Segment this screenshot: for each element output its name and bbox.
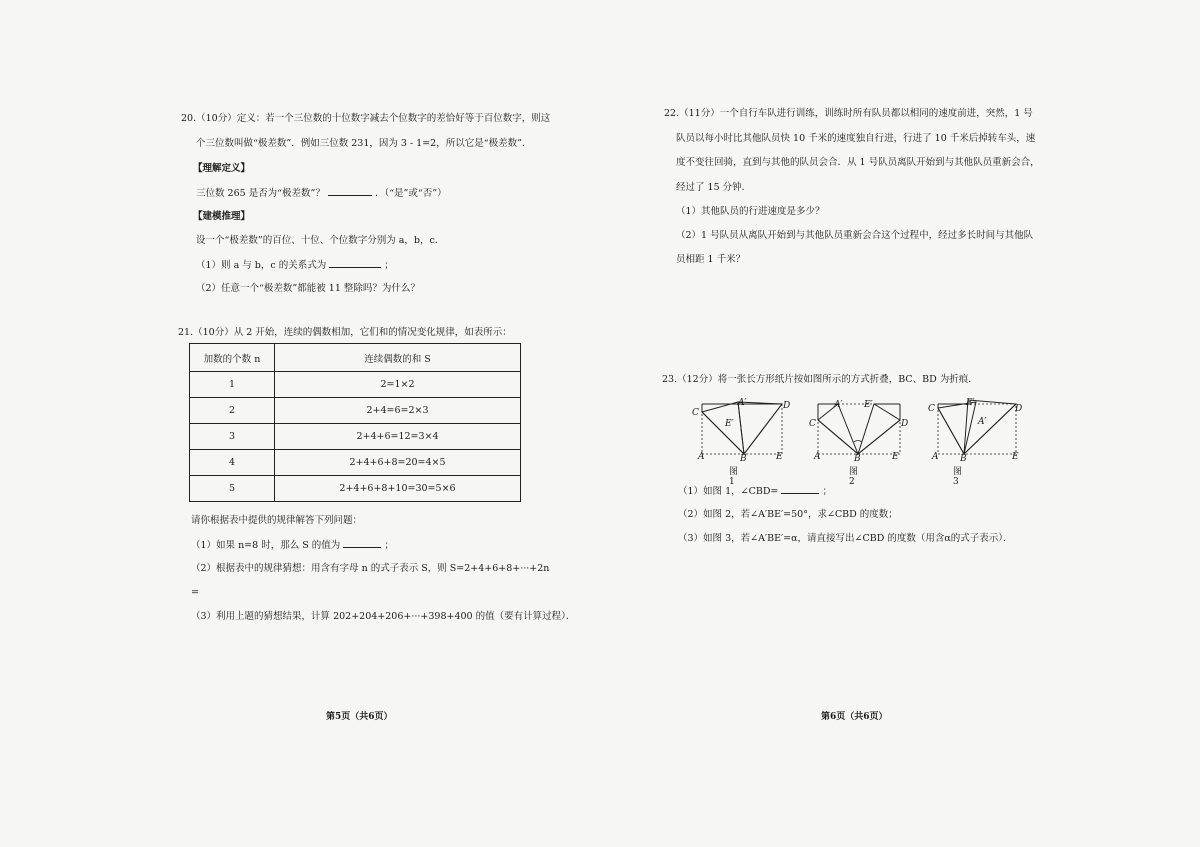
table-cell-s: 2=1×2: [275, 372, 521, 398]
q21-instruction: 请你根据表中提供的规律解答下列问题：: [191, 515, 363, 526]
table-cell-s: 2+4+6+8+10=30=5×6: [275, 476, 521, 502]
table-cell-s: 2+4=6=2×3: [275, 398, 521, 424]
table-row: [190, 476, 521, 502]
figure-2-diagram: [808, 392, 904, 462]
q20-section-model: 【建模推理】: [193, 211, 251, 222]
q20-line1: 20.（10分）定义：若一个三位数的十位数字减去个位数字的差恰好等于百位数字，则这: [181, 113, 551, 124]
q20-setup: 设一个“极差数”的百位、十位、个位数字分别为 a，b，c．: [196, 235, 445, 246]
fig2-caption: 图2: [849, 467, 859, 487]
fig2-label-a-prime: A′: [834, 400, 843, 410]
q21-sub2-line2: =: [191, 587, 199, 598]
q23-sub1: [678, 484, 832, 498]
table-cell-n: 1: [190, 372, 275, 398]
q21-sub1-end: ；: [384, 540, 394, 551]
fig1-label-b: B: [740, 454, 747, 464]
q20-sub1-end: ；: [384, 260, 394, 271]
q22-sub1: （1）其他队员的行进速度是多少？: [676, 206, 825, 217]
table-row: [190, 398, 521, 424]
table-header-row: [190, 344, 521, 372]
fig1-caption: 图1: [729, 467, 739, 487]
q21-sub2-line1: （2）根据表中的规律猜想：用含有字母 n 的式子表示 S，则 S=2+4+6+8+···+2n: [191, 563, 550, 574]
table-cell-n: 5: [190, 476, 275, 502]
fig2-label-c: C: [809, 419, 816, 429]
q20-sub1-text: （1）则 a 与 b，c 的关系式为: [196, 260, 327, 271]
fig3-label-a-prime: A′: [978, 417, 987, 427]
q22-line1: 22.（11分）一个自行车队进行训练，训练时所有队员都以相同的速度前进，突然，1 号: [664, 108, 1033, 119]
q22-sub2-line2: 员相距 1 千米？: [676, 254, 746, 265]
table-cell-s: 2+4+6+8=20=4×5: [275, 450, 521, 476]
q20-ask1-answer-blank[interactable]: [328, 186, 372, 196]
q23-sub3: （3）如图 3，若∠A′BE′=α，请直接写出∠CBD 的度数（用含α的式子表示）．: [678, 533, 1013, 544]
q20-sub1-answer-blank[interactable]: [329, 258, 381, 268]
q22-line4: 经过了 15 分钟．: [676, 182, 752, 193]
q20-line2: 个三位数叫做“极差数”．例如三位数 231，因为 3 - 1=2，所以它是“极差数”．: [196, 138, 532, 149]
q21-sub1: [191, 538, 394, 552]
table-cell-n: 3: [190, 424, 275, 450]
q21-sub1-text: （1）如果 n=8 时，那么 S 的值为: [191, 540, 341, 551]
q23-sub1-end: ；: [822, 486, 832, 497]
q22-line2: 队员以每小时比其他队员快 10 千米的速度独自行进，行进了 10 千米后掉转车头，速: [676, 133, 1036, 144]
fig3-label-d: D: [1015, 404, 1023, 414]
even-sum-table: [189, 343, 521, 502]
q20-ask1: [196, 186, 447, 200]
q21-sub1-answer-blank[interactable]: [343, 538, 381, 548]
table-header-s: 连续偶数的和 S: [275, 344, 521, 372]
fig2-label-d: D: [901, 419, 909, 429]
fig1-label-e: E: [776, 452, 783, 462]
q20-sub2: （2）任意一个“极差数”都能被 11 整除吗？为什么？: [196, 283, 420, 294]
table-header-n: 加数的个数 n: [190, 344, 275, 372]
q23-sub2: （2）如图 2，若∠A′BE′=50°，求∠CBD 的度数；: [678, 509, 898, 520]
fig3-label-e-prime: E′: [966, 398, 975, 408]
q21-sub3: （3）利用上题的猜想结果，计算 202+204+206+···+398+400 的值（要有计算过程）．: [191, 611, 576, 622]
table-row: [190, 450, 521, 476]
table-cell-n: 4: [190, 450, 275, 476]
q21-intro: 21.（10分）从 2 开始，连续的偶数相加，它们和的情况变化规律，如表所示：: [178, 327, 512, 338]
q20-sub1: [196, 258, 394, 272]
fig3-label-e: E: [1012, 452, 1019, 462]
q20-section-understand: 【理解定义】: [193, 163, 251, 174]
table-cell-n: 2: [190, 398, 275, 424]
q23-sub1-text: （1）如图 1，∠CBD=: [678, 486, 779, 497]
fig1-label-a: A: [698, 452, 705, 462]
q23-sub1-answer-blank[interactable]: [781, 484, 819, 494]
fig1-label-a-prime: A′: [738, 398, 747, 408]
fig2-label-a: A: [814, 452, 821, 462]
fig3-label-c: C: [928, 404, 935, 414]
fig3-caption: 图3: [953, 467, 963, 487]
fig1-label-e-prime: E′: [725, 419, 734, 429]
q20-ask1-hint: ．（“是”或“否”）: [374, 188, 447, 199]
q22-line3: 度不变往回骑，直到与其他的队员会合．从 1 号队员离队开始到与其他队员重新会合，: [676, 157, 1040, 168]
q20-ask1-text: 三位数 265 是否为“极差数”？: [196, 188, 325, 199]
fig1-label-d: D: [783, 401, 791, 411]
page-footer-6: 第6页（共6页）: [821, 712, 888, 722]
fig2-label-b: B: [854, 454, 861, 464]
fig3-label-a: A: [932, 452, 939, 462]
table-row: [190, 372, 521, 398]
q23-intro: 23.（12分）将一张长方形纸片按如图所示的方式折叠，BC、BD 为折痕．: [662, 374, 978, 385]
page-footer-5: 第5页（共6页）: [326, 712, 393, 722]
fig2-label-e-prime: E′: [864, 400, 873, 410]
table-cell-s: 2+4+6=12=3×4: [275, 424, 521, 450]
q22-sub2-line1: （2）1 号队员从离队开始到与其他队员重新会合这个过程中，经过多长时间与其他队: [676, 230, 1034, 241]
table-row: [190, 424, 521, 450]
fig2-label-e: E: [892, 452, 899, 462]
fig1-label-c: C: [692, 408, 699, 418]
fig3-label-b: B: [960, 454, 967, 464]
